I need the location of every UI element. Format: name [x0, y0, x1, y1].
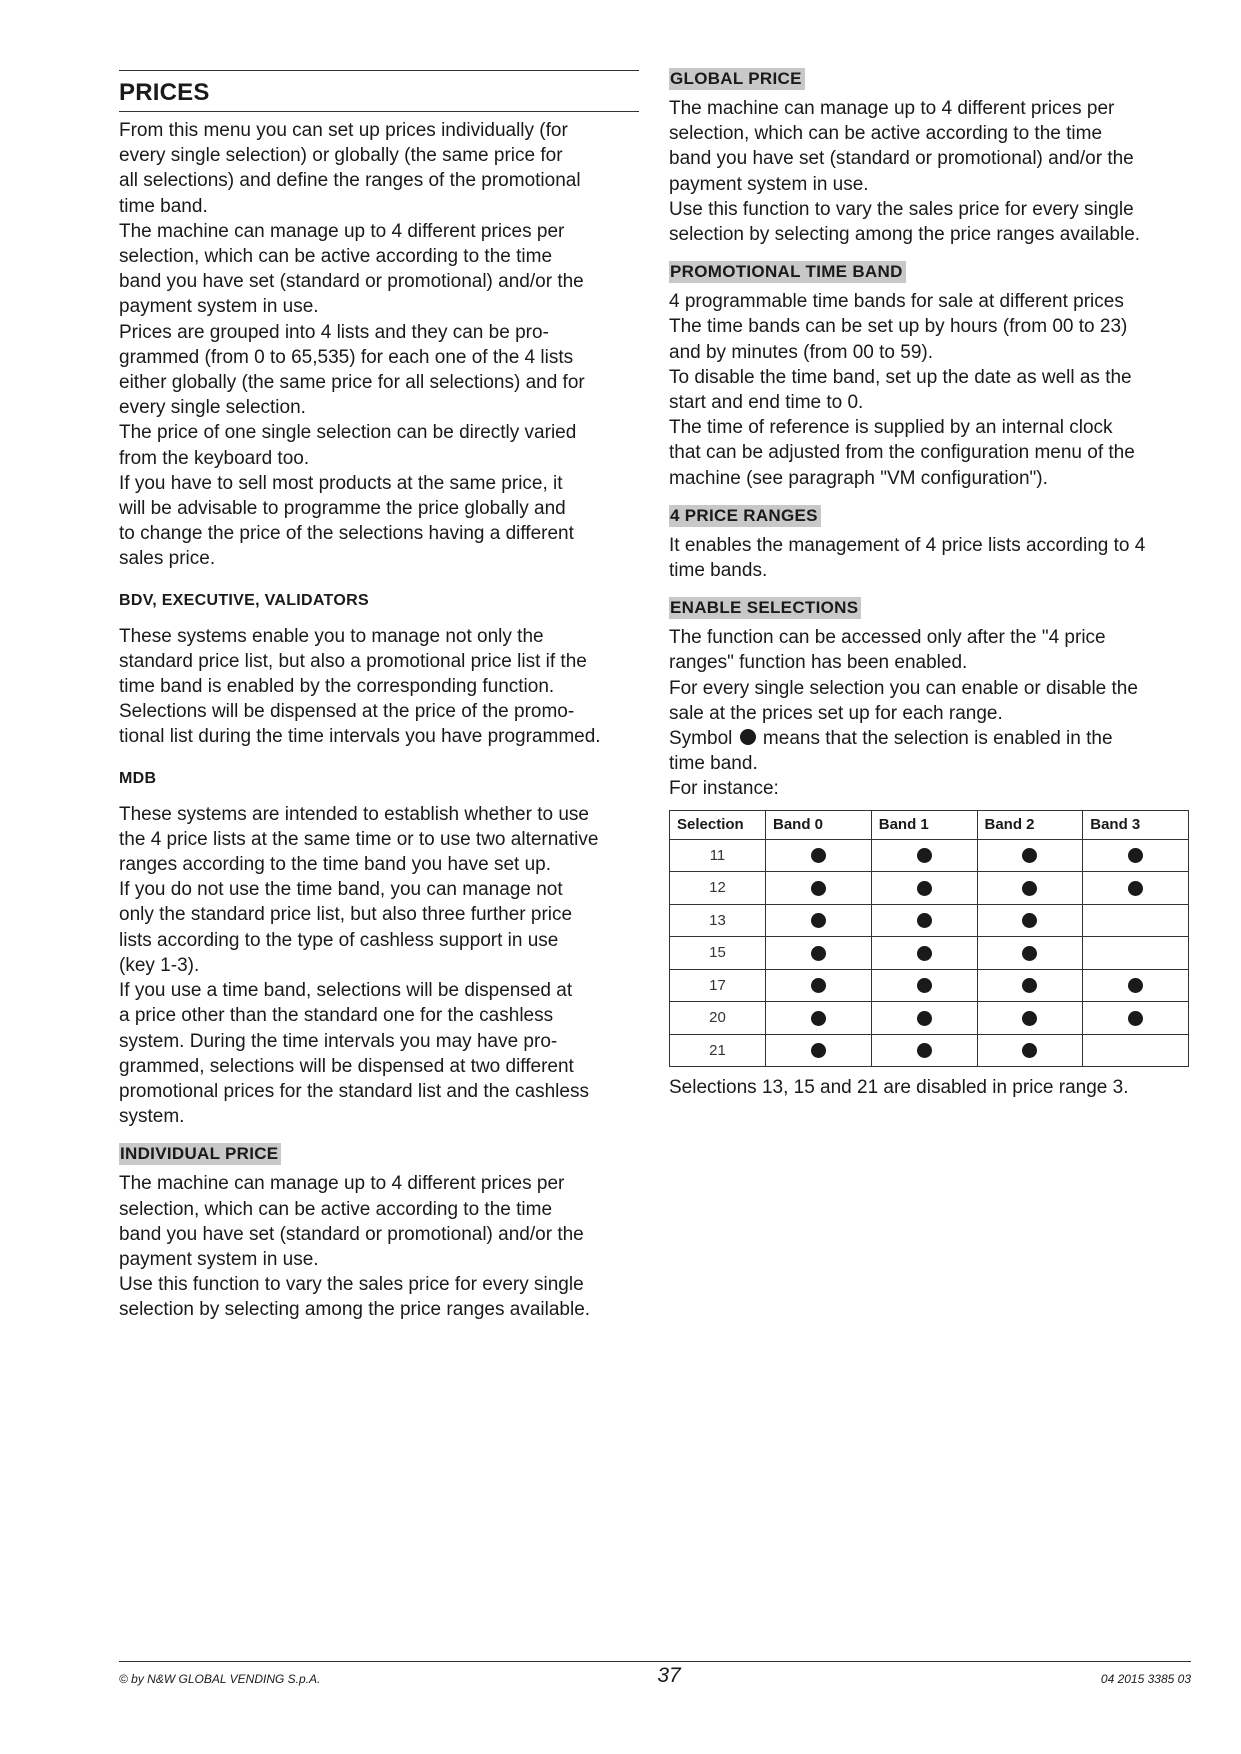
symbol-paragraph — [669, 726, 1191, 802]
band-3-cell — [1083, 839, 1189, 872]
selection-cell: 21 — [670, 1034, 766, 1067]
enabled-bullet-icon — [811, 881, 826, 896]
band-table — [669, 810, 1189, 1068]
title-top-rule — [119, 70, 639, 71]
enabled-bullet-icon — [917, 848, 932, 863]
band-2-cell — [977, 1002, 1083, 1035]
promotional-time-band-paragraph: 4 programmable time bands for sale at different prices The time bands can be set up by hours (from 00 to 23) and by minutes (from 00 to 59). To disable the time band, set up the date as well as the start and end time to 0. The time of reference is supplied by an internal clock that can be adjusted from the configuration menu of the machine (see paragraph "VM configuration"). — [669, 291, 1135, 489]
enabled-bullet-icon — [917, 881, 932, 896]
enabled-bullet-icon — [917, 978, 932, 993]
promotional-time-band-heading: PROMOTIONAL TIME BAND — [669, 261, 906, 283]
table-row — [670, 839, 1189, 872]
symbol-after-text: means that the selection is enabled in the time band. For instance: — [669, 728, 1113, 800]
page-title: PRICES — [119, 79, 639, 112]
band-1-cell — [871, 1002, 977, 1035]
table-row — [670, 969, 1189, 1002]
mdb-paragraph: These systems are intended to establish whether to use the 4 price lists at the same time or to use two alternative ranges according to the time band you have set up. If you do not use the time band, you can manage not only the standard price list, but also three further price lists according to the type of cashless support in use (key 1-3). If you use a time band, selections will be dispensed at a price other than the standard one for the cashless system. During the time intervals you may have pro- grammed, selections will be dispensed at two different promotional prices for the standard list and the cashless system. — [119, 803, 599, 1128]
enabled-bullet-icon — [1128, 978, 1143, 993]
header-band-3: Band 3 — [1083, 810, 1189, 839]
table-row — [670, 872, 1189, 905]
enabled-bullet-icon — [1022, 1011, 1037, 1026]
enabled-bullet-icon — [1022, 881, 1037, 896]
band-1-cell — [871, 904, 977, 937]
global-price-heading: GLOBAL PRICE — [669, 68, 805, 90]
band-2-cell — [977, 969, 1083, 1002]
band-3-cell — [1083, 1034, 1189, 1067]
individual-price-paragraph: The machine can manage up to 4 different prices per selection, which can be active according to the time band you have set (standard or promotional) and/or the payment system in use. Use this function to vary the sales price for every single selection by selecting among the price ranges available. — [119, 1173, 591, 1321]
table-row — [670, 1002, 1189, 1035]
enabled-bullet-icon — [1022, 946, 1037, 961]
enabled-bullet-icon — [1022, 978, 1037, 993]
selection-cell: 20 — [670, 1002, 766, 1035]
band-3-cell — [1083, 872, 1189, 905]
band-0-cell — [766, 969, 872, 1002]
page-number: 37 — [657, 1664, 681, 1687]
bdv-paragraph: These systems enable you to manage not only the standard price list, but also a promotional price list if the time band is enabled by the corresponding function. Selections will be dispensed at the price of the promo- tional list during the time intervals you have programmed. — [119, 625, 601, 748]
selection-cell: 11 — [670, 839, 766, 872]
enabled-bullet-icon — [917, 1043, 932, 1058]
page-footer — [119, 1661, 1191, 1692]
enabled-bullet-icon — [917, 946, 932, 961]
band-3-cell — [1083, 1002, 1189, 1035]
right-column — [669, 68, 1191, 1100]
enabled-bullet-icon — [1022, 1043, 1037, 1058]
band-3-cell — [1083, 904, 1189, 937]
band-2-cell — [977, 1034, 1083, 1067]
band-2-cell — [977, 937, 1083, 970]
band-0-cell — [766, 839, 872, 872]
mdb-heading: MDB — [119, 769, 157, 787]
enabled-bullet-icon — [1022, 913, 1037, 928]
enabled-bullet-icon — [811, 946, 826, 961]
table-row — [670, 904, 1189, 937]
band-table-header-row — [670, 810, 1189, 839]
header-band-1: Band 1 — [871, 810, 977, 839]
band-0-cell — [766, 1002, 872, 1035]
band-0-cell — [766, 872, 872, 905]
band-0-cell — [766, 1034, 872, 1067]
band-3-cell — [1083, 937, 1189, 970]
enabled-bullet-icon — [811, 1011, 826, 1026]
enabled-bullet-icon — [1022, 848, 1037, 863]
band-0-cell — [766, 904, 872, 937]
price-ranges-heading: 4 PRICE RANGES — [669, 505, 821, 527]
bullet-icon — [740, 729, 756, 745]
enabled-bullet-icon — [811, 848, 826, 863]
band-2-cell — [977, 872, 1083, 905]
enabled-bullet-icon — [811, 1043, 826, 1058]
band-2-cell — [977, 904, 1083, 937]
band-table-body — [670, 839, 1189, 1067]
band-0-cell — [766, 937, 872, 970]
bdv-heading: BDV, EXECUTIVE, VALIDATORS — [119, 591, 369, 609]
global-price-paragraph: The machine can manage up to 4 different prices per selection, which can be active according to the time band you have set (standard or promotional) and/or the payment system in use. Use this function to vary the sales price for every single selection by selecting among the price ranges available. — [669, 98, 1141, 246]
individual-price-heading: INDIVIDUAL PRICE — [119, 1143, 281, 1165]
band-1-cell — [871, 969, 977, 1002]
band-1-cell — [871, 937, 977, 970]
header-band-2: Band 2 — [977, 810, 1083, 839]
enabled-bullet-icon — [1128, 848, 1143, 863]
header-selection: Selection — [670, 810, 766, 839]
enabled-bullet-icon — [917, 1011, 932, 1026]
band-3-cell — [1083, 969, 1189, 1002]
selection-cell: 15 — [670, 937, 766, 970]
enabled-bullet-icon — [1128, 1011, 1143, 1026]
footer-copyright: © by N&W GLOBAL VENDING S.p.A. — [119, 1672, 321, 1686]
band-1-cell — [871, 1034, 977, 1067]
enabled-bullet-icon — [811, 978, 826, 993]
header-band-0: Band 0 — [766, 810, 872, 839]
band-2-cell — [977, 839, 1083, 872]
enable-selections-heading: ENABLE SELECTIONS — [669, 597, 861, 619]
left-column — [119, 70, 639, 1323]
selection-cell: 17 — [670, 969, 766, 1002]
enabled-bullet-icon — [811, 913, 826, 928]
symbol-before-text: Symbol — [669, 728, 738, 750]
price-ranges-paragraph: It enables the management of 4 price lists according to 4 time bands. — [669, 534, 1146, 582]
intro-paragraph: From this menu you can set up prices individually (for every single selection) or globally (the same price for all selections) and define the ranges of the promotional time band. The machine can manage up to 4 different prices per selection, which can be active according to the time band you have set (standard or promotional) and/or the payment system in use. Prices are grouped into 4 lists and they can be pro- grammed (from 0 to 65,535) for each one of the 4 lists either globally (the same price for all selections) and for every single selection. The price of one single selection can be directly varied from the keyboard too. If you have to sell most products at the same price, it will be advisable to programme the price globally and to change the price of the selections having a different sales price. — [119, 120, 585, 570]
selection-cell: 13 — [670, 904, 766, 937]
table-row — [670, 937, 1189, 970]
enable-selections-paragraph: The function can be accessed only after the "4 price ranges" function has been enabled. For every single selection you can enable or disable the sale at the prices set up for each range. — [669, 627, 1138, 724]
enabled-bullet-icon — [1128, 881, 1143, 896]
band-1-cell — [871, 872, 977, 905]
enabled-bullet-icon — [917, 913, 932, 928]
after-table-paragraph: Selections 13, 15 and 21 are disabled in price range 3. — [669, 1077, 1129, 1099]
band-1-cell — [871, 839, 977, 872]
selection-cell: 12 — [670, 872, 766, 905]
table-row — [670, 1034, 1189, 1067]
footer-doc-code: 04 2015 3385 03 — [1100, 1672, 1191, 1686]
